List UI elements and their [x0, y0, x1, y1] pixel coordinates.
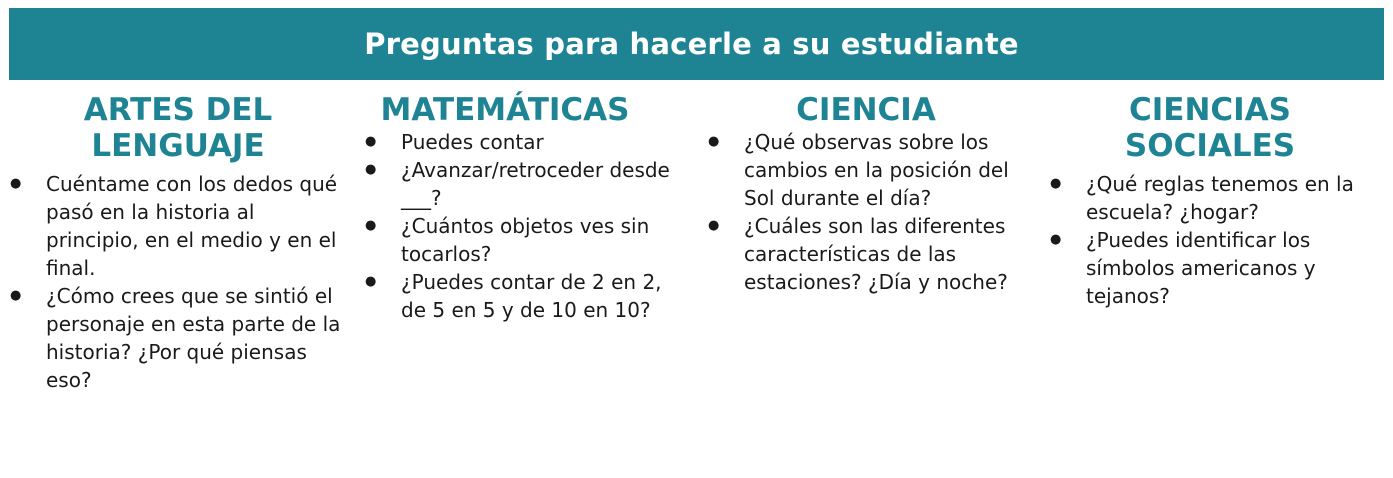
- column-heading: [716, 92, 1016, 128]
- question-list: [365, 128, 685, 324]
- column-heading: [4, 92, 352, 164]
- column-heading-line: MATEMÁTICAS: [380, 92, 630, 128]
- question-item: ● ¿Cuántos objetos ves sin tocarlos?: [365, 212, 685, 268]
- column-heading-line: CIENCIA: [796, 92, 936, 128]
- question-list: [10, 170, 348, 394]
- question-list: [708, 128, 1038, 296]
- column-language-arts: [0, 92, 348, 394]
- page-title: Preguntas para hacerle a su estudiante: [364, 27, 1019, 61]
- column-heading-line: SOCIALES: [1124, 128, 1296, 164]
- column-heading: [355, 92, 655, 128]
- question-item: ● ¿Qué reglas tenemos en la escuela? ¿hogar?: [1050, 170, 1385, 226]
- column-heading-line: CIENCIAS: [1128, 92, 1291, 128]
- question-item: ● ¿Cuáles son las diferentes características de las estaciones? ¿Día y noche?: [708, 212, 1038, 296]
- column-math: [365, 92, 685, 324]
- header-banner: [9, 8, 1384, 80]
- question-item: ● ¿Puedes identificar los símbolos americanos y tejanos?: [1050, 226, 1385, 310]
- column-social-studies: [1050, 92, 1385, 310]
- column-heading-line: ARTES DEL: [83, 92, 273, 128]
- column-heading: [1050, 92, 1370, 164]
- column-heading-line: LENGUAJE: [91, 128, 265, 164]
- question-list: [1050, 170, 1385, 310]
- question-item: ● Puedes contar: [365, 128, 685, 156]
- question-item: ● ¿Qué observas sobre los cambios en la posición del Sol durante el día?: [708, 128, 1038, 212]
- question-item: ● ¿Puedes contar de 2 en 2, de 5 en 5 y de 10 en 10?: [365, 268, 685, 324]
- question-item: ● ¿Cómo crees que se sintió el personaje en esta parte de la historia? ¿Por qué piensas eso?: [10, 282, 348, 394]
- question-item: ● ¿Avanzar/retroceder desde ___?: [365, 156, 685, 212]
- column-science: [708, 92, 1038, 296]
- question-item: ● Cuéntame con los dedos qué pasó en la historia al principio, en el medio y en el final.: [10, 170, 348, 282]
